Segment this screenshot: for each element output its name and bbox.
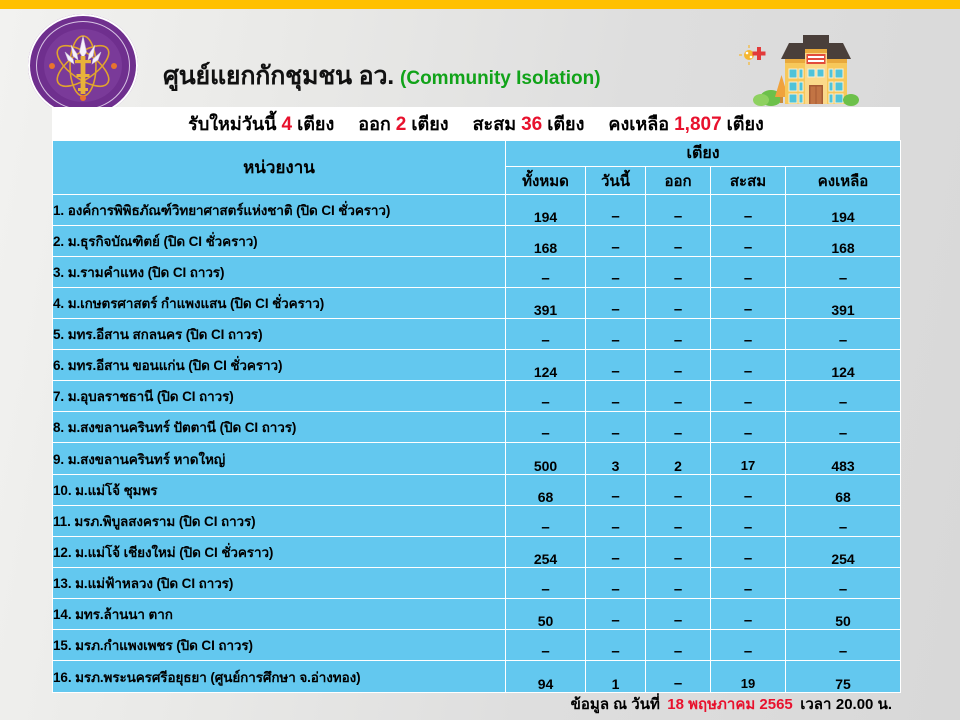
cell-cumulative: –	[711, 537, 786, 568]
stat-new-today-unit: เตียง	[297, 114, 335, 134]
column-header-cumulative: สะสม	[711, 167, 786, 195]
table-row	[53, 350, 901, 381]
column-header-out: ออก	[646, 167, 711, 195]
cell-out: –	[646, 412, 711, 443]
cell-out: –	[646, 350, 711, 381]
stat-remaining-label: คงเหลือ	[608, 114, 670, 134]
cell-remaining: –	[786, 412, 901, 443]
page-title-thai: ศูนย์แยกกักชุมชน อว.	[163, 62, 395, 90]
stat-cumulative-unit: เตียง	[547, 114, 585, 134]
table-row	[53, 443, 901, 475]
cell-cumulative: –	[711, 412, 786, 443]
bed-status-table	[52, 140, 901, 693]
footer-prefix: ข้อมูล ณ วันที่	[570, 696, 660, 713]
stat-discharged-unit: เตียง	[411, 114, 449, 134]
table-body	[53, 195, 901, 693]
cell-agency-name: 14. มทร.ล้านนา ตาก	[53, 599, 506, 630]
column-header-beds-group: เตียง	[506, 141, 901, 167]
cell-today: –	[586, 630, 646, 661]
cell-remaining: 168	[786, 226, 901, 257]
cell-out: 2	[646, 443, 711, 475]
stat-remaining	[608, 109, 763, 138]
cell-remaining: 194	[786, 195, 901, 226]
cell-today: –	[586, 412, 646, 443]
cell-today: –	[586, 319, 646, 350]
cell-out: –	[646, 319, 711, 350]
cell-today: –	[586, 599, 646, 630]
cell-out: –	[646, 257, 711, 288]
cell-agency-name: 7. ม.อุบลราชธานี (ปิด CI ถาวร)	[53, 381, 506, 412]
cell-out: –	[646, 475, 711, 506]
table-row	[53, 319, 901, 350]
table-row	[53, 381, 901, 412]
stat-discharged-label: ออก	[358, 114, 391, 134]
cell-remaining: 391	[786, 288, 901, 319]
cell-out: –	[646, 195, 711, 226]
cell-cumulative: –	[711, 288, 786, 319]
table-row	[53, 226, 901, 257]
stat-new-today-value: 4	[281, 114, 293, 135]
cell-cumulative: 17	[711, 443, 786, 475]
cell-out: –	[646, 630, 711, 661]
cell-out: –	[646, 599, 711, 630]
cell-total: 124	[506, 350, 586, 381]
cell-remaining: 483	[786, 443, 901, 475]
cell-agency-name: 15. มรภ.กำแพงเพชร (ปิด CI ถาวร)	[53, 630, 506, 661]
cell-today: –	[586, 475, 646, 506]
table-header	[53, 141, 901, 195]
cell-out: –	[646, 288, 711, 319]
table-row	[53, 506, 901, 537]
footer-time-label: เวลา	[800, 696, 832, 713]
cell-cumulative: –	[711, 257, 786, 288]
cell-cumulative: –	[711, 506, 786, 537]
cell-total: –	[506, 630, 586, 661]
cell-total: 194	[506, 195, 586, 226]
page-header	[0, 9, 960, 104]
stat-cumulative	[473, 109, 585, 138]
cell-remaining: –	[786, 257, 901, 288]
cell-today: –	[586, 288, 646, 319]
cell-agency-name: 13. ม.แม่ฟ้าหลวง (ปิด CI ถาวร)	[53, 568, 506, 599]
cell-today: –	[586, 568, 646, 599]
table-row	[53, 412, 901, 443]
table-row	[53, 475, 901, 506]
stat-discharged-value: 2	[395, 114, 407, 135]
cell-cumulative: –	[711, 475, 786, 506]
mhesi-logo	[28, 14, 138, 117]
cell-today: –	[586, 350, 646, 381]
cell-today: 3	[586, 443, 646, 475]
table-row	[53, 195, 901, 226]
cell-today: 1	[586, 661, 646, 693]
cell-agency-name: 10. ม.แม่โจ้ ชุมพร	[53, 475, 506, 506]
cell-agency-name: 12. ม.แม่โจ้ เชียงใหม่ (ปิด CI ชั่วคราว)	[53, 537, 506, 568]
cell-agency-name: 9. ม.สงขลานครินทร์ หาดใหญ่	[53, 443, 506, 475]
cell-cumulative: –	[711, 350, 786, 381]
cell-total: 94	[506, 661, 586, 693]
cell-remaining: –	[786, 319, 901, 350]
cell-cumulative: –	[711, 599, 786, 630]
cell-cumulative: –	[711, 381, 786, 412]
cell-today: –	[586, 381, 646, 412]
cell-remaining: 124	[786, 350, 901, 381]
cell-today: –	[586, 226, 646, 257]
bed-status-table-container	[52, 140, 900, 693]
data-timestamp-footer	[52, 692, 900, 716]
cell-cumulative: –	[711, 226, 786, 257]
cell-cumulative: 19	[711, 661, 786, 693]
table-row	[53, 537, 901, 568]
page-title-english: (Community Isolation)	[400, 68, 601, 89]
column-header-today: วันนี้	[586, 167, 646, 195]
table-row	[53, 257, 901, 288]
stat-discharged	[358, 109, 448, 138]
stat-new-today-label: รับใหม่วันนี้	[188, 114, 277, 134]
cell-total: –	[506, 257, 586, 288]
cell-total: 254	[506, 537, 586, 568]
cell-agency-name: 6. มทร.อีสาน ขอนแก่น (ปิด CI ชั่วคราว)	[53, 350, 506, 381]
cell-out: –	[646, 537, 711, 568]
cell-total: –	[506, 568, 586, 599]
cell-out: –	[646, 226, 711, 257]
red-cross-icon	[753, 47, 766, 60]
table-row	[53, 661, 901, 693]
cell-cumulative: –	[711, 568, 786, 599]
cell-total: 500	[506, 443, 586, 475]
cell-agency-name: 2. ม.ธุรกิจบัณฑิตย์ (ปิด CI ชั่วคราว)	[53, 226, 506, 257]
community-isolation-building-illustration	[735, 27, 860, 112]
page-title	[163, 56, 601, 96]
footer-date: 18 พฤษภาคม 2565	[667, 696, 793, 713]
column-header-agency: หน่วยงาน	[53, 141, 506, 195]
stat-cumulative-label: สะสม	[472, 114, 517, 134]
cell-today: –	[586, 195, 646, 226]
cell-total: –	[506, 506, 586, 537]
top-accent-bar	[0, 0, 960, 9]
cell-total: 50	[506, 599, 586, 630]
table-header-row-group	[53, 141, 901, 167]
cell-cumulative: –	[711, 195, 786, 226]
summary-bar	[52, 107, 900, 140]
cell-remaining: –	[786, 381, 901, 412]
cell-out: –	[646, 381, 711, 412]
cell-remaining: 50	[786, 599, 901, 630]
cell-remaining: 75	[786, 661, 901, 693]
cell-out: –	[646, 568, 711, 599]
summary-stats	[176, 109, 776, 138]
table-row	[53, 568, 901, 599]
cell-agency-name: 4. ม.เกษตรศาสตร์ กำแพงแสน (ปิด CI ชั่วคราว)	[53, 288, 506, 319]
cell-today: –	[586, 537, 646, 568]
cell-agency-name: 11. มรภ.พิบูลสงคราม (ปิด CI ถาวร)	[53, 506, 506, 537]
cell-remaining: –	[786, 506, 901, 537]
stat-remaining-value: 1,807	[674, 114, 722, 135]
table-row	[53, 599, 901, 630]
cell-today: –	[586, 506, 646, 537]
cell-cumulative: –	[711, 319, 786, 350]
cell-remaining: –	[786, 630, 901, 661]
cell-out: –	[646, 506, 711, 537]
cell-agency-name: 1. องค์การพิพิธภัณฑ์วิทยาศาสตร์แห่งชาติ (ปิด CI ชั่วคราว)	[53, 195, 506, 226]
cell-total: 68	[506, 475, 586, 506]
cell-today: –	[586, 257, 646, 288]
stat-cumulative-value: 36	[521, 114, 543, 135]
column-header-remaining: คงเหลือ	[786, 167, 901, 195]
column-header-total: ทั้งหมด	[506, 167, 586, 195]
cell-total: –	[506, 412, 586, 443]
cell-out: –	[646, 661, 711, 693]
virus-icon	[739, 45, 754, 65]
cell-total: 168	[506, 226, 586, 257]
table-row	[53, 630, 901, 661]
cell-agency-name: 5. มทร.อีสาน สกลนคร (ปิด CI ถาวร)	[53, 319, 506, 350]
cell-remaining: –	[786, 568, 901, 599]
cell-agency-name: 16. มรภ.พระนครศรีอยุธยา (ศูนย์การศึกษา จ.อ่างทอง)	[53, 661, 506, 693]
trident-atom-emblem	[28, 14, 138, 117]
table-row	[53, 288, 901, 319]
stat-new-today	[188, 109, 334, 138]
cell-agency-name: 3. ม.รามคำแหง (ปิด CI ถาวร)	[53, 257, 506, 288]
cell-remaining: 254	[786, 537, 901, 568]
cell-remaining: 68	[786, 475, 901, 506]
stat-remaining-unit: เตียง	[726, 114, 764, 134]
footer-time: 20.00 น.	[835, 696, 892, 713]
cell-cumulative: –	[711, 630, 786, 661]
cell-total: –	[506, 381, 586, 412]
cell-agency-name: 8. ม.สงขลานครินทร์ ปัตตานี (ปิด CI ถาวร)	[53, 412, 506, 443]
cell-total: –	[506, 319, 586, 350]
cell-total: 391	[506, 288, 586, 319]
